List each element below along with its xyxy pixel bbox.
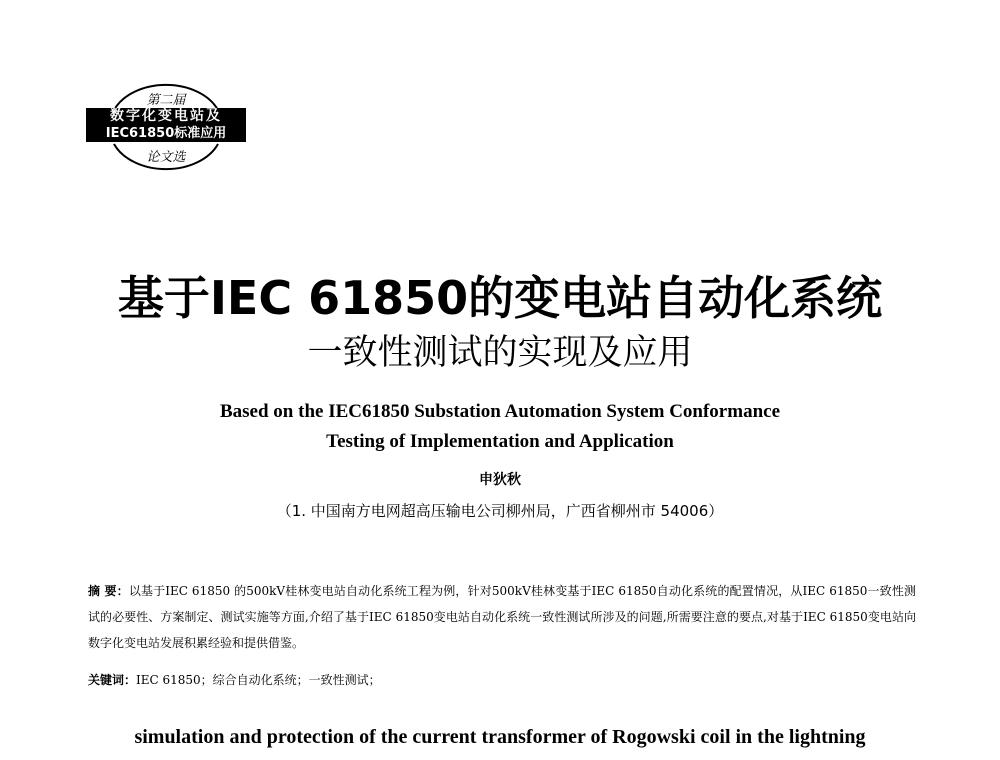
keywords: [88, 671, 916, 688]
abstract: [88, 578, 916, 656]
paper-title-en-line2: Testing of Implementation and Application: [326, 431, 674, 452]
badge-bottom-text: 论文选: [146, 150, 186, 165]
abstract-label: 摘 要：: [88, 584, 129, 598]
badge-line2: IEC61850标准应用: [86, 125, 246, 142]
conference-badge: [86, 76, 246, 186]
author-affiliation: （1. 中国南方电网超高压输电公司柳州局，广西省柳州市 54006）: [276, 502, 724, 520]
paper-title-zh: 基于IEC 61850的变电站自动化系统: [117, 271, 883, 325]
badge-line1: 数字化变电站及: [86, 108, 246, 125]
paper-title-en-line1: Based on the IEC61850 Substation Automation System Conformance: [219, 401, 781, 422]
author-name: 申狄秋: [479, 472, 521, 488]
badge-top-text: 第二届: [146, 93, 186, 108]
next-paper-title-fragment: simulation and protection of the current transformer of Rogowski coil in the lightning: [134, 726, 866, 748]
keywords-text: IEC 61850；综合自动化系统；一致性测试；: [136, 673, 381, 687]
paper-title-en: [0, 397, 1000, 457]
keywords-label: 关键词：: [88, 673, 137, 687]
paper-subtitle-zh: 一致性测试的实现及应用: [307, 333, 693, 373]
abstract-text: 以基于IEC 61850 的500kV桂林变电站自动化系统工程为例，针对500kV桂林变基于IEC 61850自动化系统的配置情况，从IEC 61850一致性测试的必要性、方案制定、测试实施等方面,介绍了基于IEC 61850变电站自动化系统一致性测试所涉及的问题,所需要注意的要点,对基于IEC 61850变电站向数字化变电站发展积累经验和提供借鉴。: [88, 584, 916, 650]
